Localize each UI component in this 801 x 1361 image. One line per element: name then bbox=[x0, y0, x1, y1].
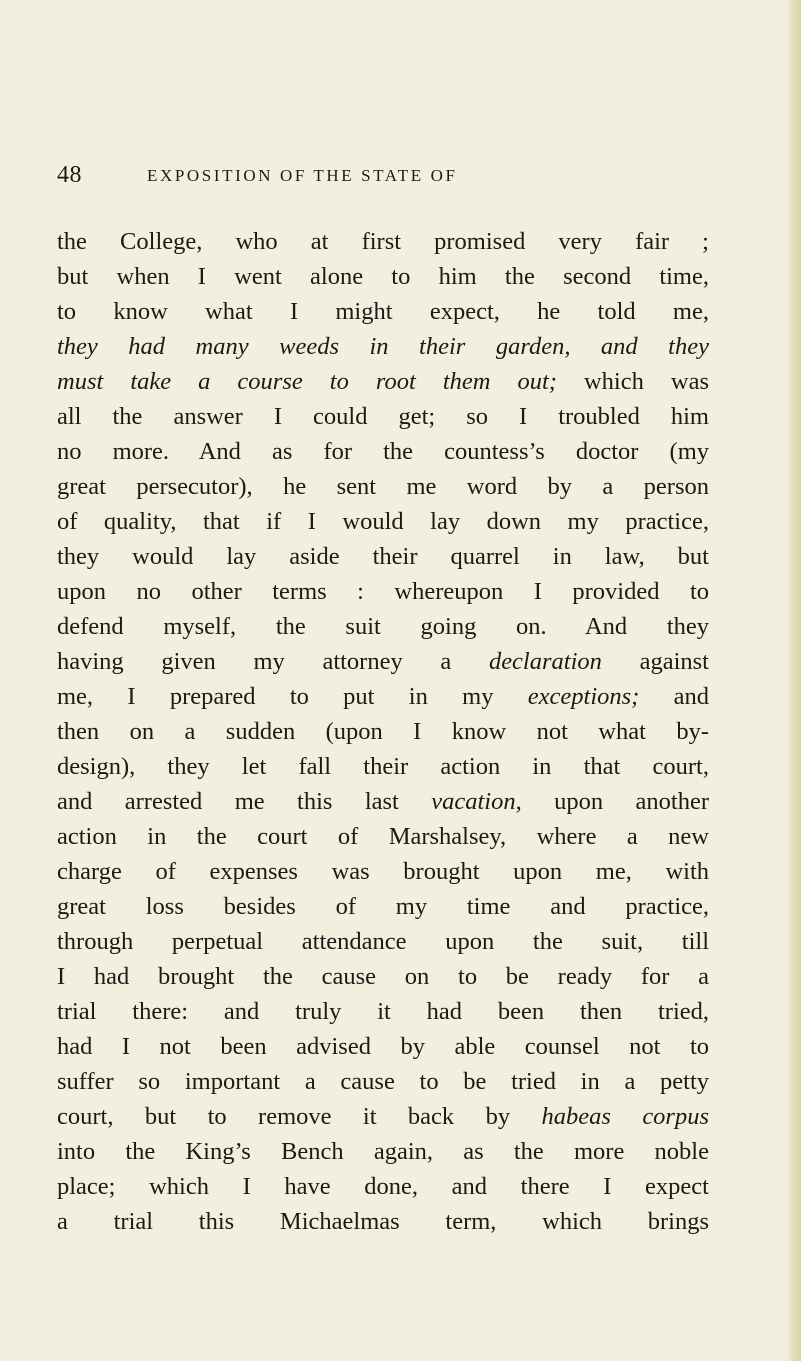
text-line bbox=[57, 854, 709, 889]
text-line bbox=[57, 1064, 709, 1099]
text-line bbox=[57, 924, 709, 959]
text-line bbox=[57, 1169, 709, 1204]
text-line bbox=[57, 889, 709, 924]
text-line bbox=[57, 784, 709, 819]
text-segment: upon no other terms : whereupon I provided to bbox=[57, 578, 709, 605]
text-segment: all the answer I could get; so I troubled him bbox=[57, 403, 709, 430]
text-line bbox=[57, 224, 709, 259]
text-line bbox=[57, 539, 709, 574]
running-head-title: EXPOSITION OF THE STATE OF bbox=[147, 166, 458, 185]
text-segment: place; which I have done, and there I expect bbox=[57, 1173, 709, 1200]
text-segment: and bbox=[639, 683, 710, 710]
italic-text: declaration bbox=[488, 648, 602, 675]
text-segment: suffer so important a cause to be tried in a petty bbox=[57, 1068, 709, 1095]
text-segment: they would lay aside their quarrel in law, but bbox=[57, 543, 709, 570]
text-segment: I had brought the cause on to be ready for a bbox=[57, 963, 709, 990]
text-line bbox=[57, 644, 709, 679]
text-line bbox=[57, 469, 709, 504]
text-line bbox=[57, 399, 709, 434]
page-edge bbox=[787, 0, 801, 1361]
text-segment: the College, who at first promised very fair ; bbox=[57, 228, 709, 255]
text-segment: but when I went alone to him the second time, bbox=[57, 263, 709, 290]
text-segment: to know what I might expect, he told me, bbox=[57, 298, 709, 325]
text-segment: upon another bbox=[521, 788, 709, 815]
text-segment: and arrested me this last bbox=[57, 788, 432, 815]
text-line bbox=[57, 574, 709, 609]
italic-text: exceptions; bbox=[527, 683, 640, 710]
text-segment: court, but to remove it back by bbox=[57, 1103, 542, 1130]
text-segment: action in the court of Marshalsey, where a new bbox=[57, 823, 709, 850]
text-segment: defend myself, the suit going on. And they bbox=[57, 613, 709, 640]
text-line bbox=[57, 504, 709, 539]
italic-text: habeas corpus bbox=[541, 1103, 710, 1130]
text-segment: into the King’s Bench again, as the more noble bbox=[57, 1138, 709, 1165]
text-line bbox=[57, 294, 709, 329]
text-segment: no more. And as for the countess’s doctor (my bbox=[57, 438, 709, 465]
italic-text: must take a course to root them out; bbox=[57, 368, 557, 395]
text-line bbox=[57, 259, 709, 294]
text-line bbox=[57, 749, 709, 784]
text-line bbox=[57, 819, 709, 854]
text-line bbox=[57, 679, 709, 714]
text-segment: charge of expenses was brought upon me, with bbox=[57, 858, 709, 885]
text-segment: a trial this Michaelmas term, which brings bbox=[57, 1208, 709, 1235]
text-segment: which was bbox=[556, 368, 709, 395]
text-segment: trial there: and truly it had been then tried, bbox=[57, 998, 709, 1025]
running-head bbox=[57, 162, 707, 196]
text-line bbox=[57, 364, 709, 399]
text-segment: design), they let fall their action in that court, bbox=[57, 753, 709, 780]
text-line bbox=[57, 1029, 709, 1064]
text-line bbox=[57, 1204, 709, 1239]
text-segment: then on a sudden (upon I know not what by- bbox=[57, 718, 709, 745]
text-line bbox=[57, 434, 709, 469]
body-text bbox=[57, 224, 709, 1239]
text-segment: having given my attorney a bbox=[57, 648, 489, 675]
italic-text: vacation, bbox=[431, 788, 522, 815]
text-line bbox=[57, 959, 709, 994]
text-segment: me, I prepared to put in my bbox=[57, 683, 528, 710]
page-number: 48 bbox=[57, 162, 82, 188]
text-line bbox=[57, 329, 709, 364]
text-segment: against bbox=[601, 648, 709, 675]
text-line bbox=[57, 1134, 709, 1169]
text-segment: of quality, that if I would lay down my practice, bbox=[57, 508, 709, 535]
text-line bbox=[57, 994, 709, 1029]
text-segment: through perpetual attendance upon the suit, till bbox=[57, 928, 709, 955]
text-line bbox=[57, 1099, 709, 1134]
italic-text: they had many weeds in their garden, and they bbox=[57, 333, 709, 360]
text-line bbox=[57, 714, 709, 749]
text-line bbox=[57, 609, 709, 644]
text-segment: great persecutor), he sent me word by a person bbox=[57, 473, 709, 500]
text-segment: great loss besides of my time and practice, bbox=[57, 893, 709, 920]
text-segment: had I not been advised by able counsel not to bbox=[57, 1033, 709, 1060]
